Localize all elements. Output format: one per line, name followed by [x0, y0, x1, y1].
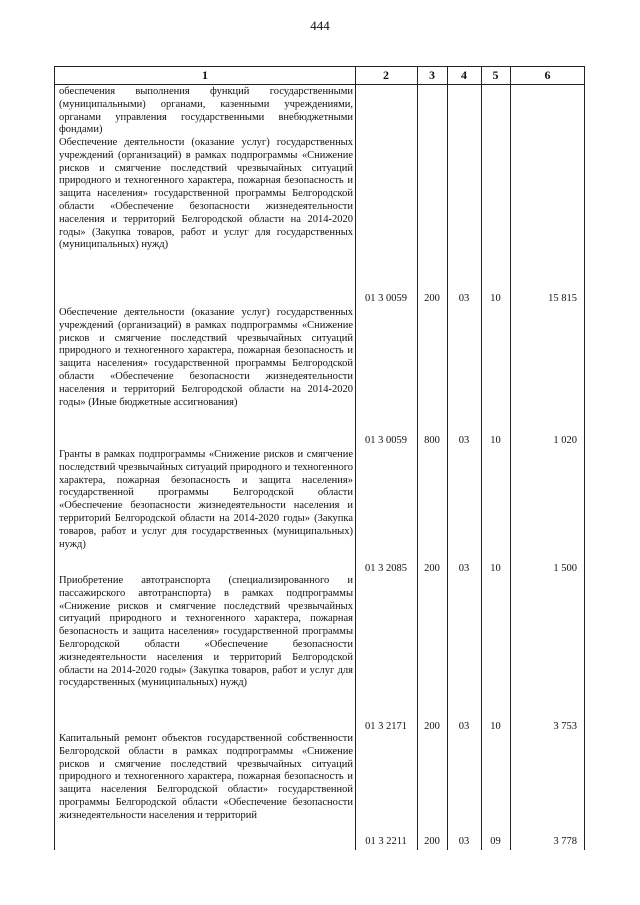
column-divider [447, 67, 448, 850]
row-description: обеспечения выполнения функций государственными (муниципальными) органами, казенными учреждениями, органами управления государственными внебюджетными фондами) [59, 86, 353, 136]
cell-sum: 3 753 [553, 721, 577, 732]
page-number: 444 [310, 18, 330, 33]
cell-rz: 03 [458, 435, 470, 446]
cell-pr: 10 [490, 435, 501, 446]
row-description: Приобретение автотранспорта (специализированного и пассажирского автотранспорта) в рамках подпрограммы «Снижение рисков и смягчение последствий чрезвычайных ситуаций природного и техногенного характера, пожарная безопасность и защита населения» государственной программы Белгородской области «Обеспечение безопасности жизнедеятельности населения и территорий Белгородской области на 2014-2020 годы» (Закупка товаров, работ и услуг для государственных (муниципальных) нужд) [59, 575, 353, 689]
cell-csr: 01 3 0059 [365, 293, 407, 304]
cell-rz: 03 [458, 293, 470, 304]
column-divider [417, 67, 418, 850]
table-header [55, 67, 585, 85]
cell-csr: 01 3 2171 [365, 721, 407, 732]
cell-pr: 10 [490, 293, 501, 304]
table-right-border [584, 67, 585, 850]
header-col-4: 4 [461, 68, 467, 82]
cell-pr: 10 [490, 721, 501, 732]
column-divider [510, 67, 511, 850]
header-col-5: 5 [492, 68, 499, 82]
row-description: Обеспечение деятельности (оказание услуг) государственных учреждений (организаций) в рамках подпрограммы «Снижение рисков и смягчение последствий чрезвычайных ситуаций природного и техногенного характера, пожарная безопасность и защита населения» государственной программы Белгородской области «Обеспечение безопасности жизнедеятельности населения и территорий Белгородской области на 2014-2020 годы» (Иные бюджетные ассигнования) [59, 307, 353, 408]
cell-pr: 10 [490, 563, 501, 574]
cell-vr: 800 [424, 435, 440, 446]
cell-vr: 200 [424, 721, 440, 732]
cell-sum: 3 778 [553, 836, 577, 847]
row-description: Капитальный ремонт объектов государственной собственности Белгородской области в рамках подпрограммы «Снижение рисков и смягчение последствий чрезвычайных ситуаций природного и техногенного характера, пожарная безопасность и защита населения Белгородской области» государственной программы Белгородской области «Обеспечение безопасности жизнедеятельности населения и территорий [59, 733, 353, 821]
cell-csr: 01 3 2211 [365, 836, 407, 847]
row-description: Обеспечение деятельности (оказание услуг) государственных учреждений (организаций) в рамках подпрограммы «Снижение рисков и смягчение последствий чрезвычайных ситуаций природного и техногенного характера, пожарная безопасность и защита населения» государственной программы Белгородской области «Обеспечение безопасности жизнедеятельности населения и территорий Белгородской области на 2014-2020 годы» (Закупка товаров, работ и услуг для государственных (муниципальных) нужд) [59, 137, 353, 251]
cell-rz: 03 [458, 563, 470, 574]
header-col-3: 3 [429, 68, 435, 82]
column-divider [481, 67, 482, 850]
cell-vr: 200 [424, 836, 440, 847]
row-description: Гранты в рамках подпрограммы «Снижение рисков и смягчение последствий чрезвычайных ситуаций природного и техногенного характера, пожарная безопасность и защита населения» государственной программы Белгородской области «Обеспечение безопасности жизнедеятельности населения и территорий Белгородской области на 2014-2020 годы» (Закупка товаров, работ и услуг для государственных (муниципальных) нужд) [59, 449, 353, 550]
cell-rz: 03 [458, 721, 470, 732]
cell-sum: 15 815 [548, 293, 577, 304]
cell-vr: 200 [424, 563, 440, 574]
column-divider [355, 67, 356, 850]
budget-table [54, 66, 585, 850]
header-col-2: 2 [383, 68, 389, 82]
cell-csr: 01 3 2085 [365, 563, 407, 574]
header-col-6: 6 [544, 68, 551, 82]
cell-vr: 200 [424, 293, 440, 304]
cell-sum: 1 500 [553, 563, 577, 574]
cell-rz: 03 [458, 836, 470, 847]
cell-sum: 1 020 [553, 435, 577, 446]
cell-pr: 09 [490, 836, 501, 847]
cell-csr: 01 3 0059 [365, 435, 407, 446]
header-col-1: 1 [202, 68, 208, 82]
